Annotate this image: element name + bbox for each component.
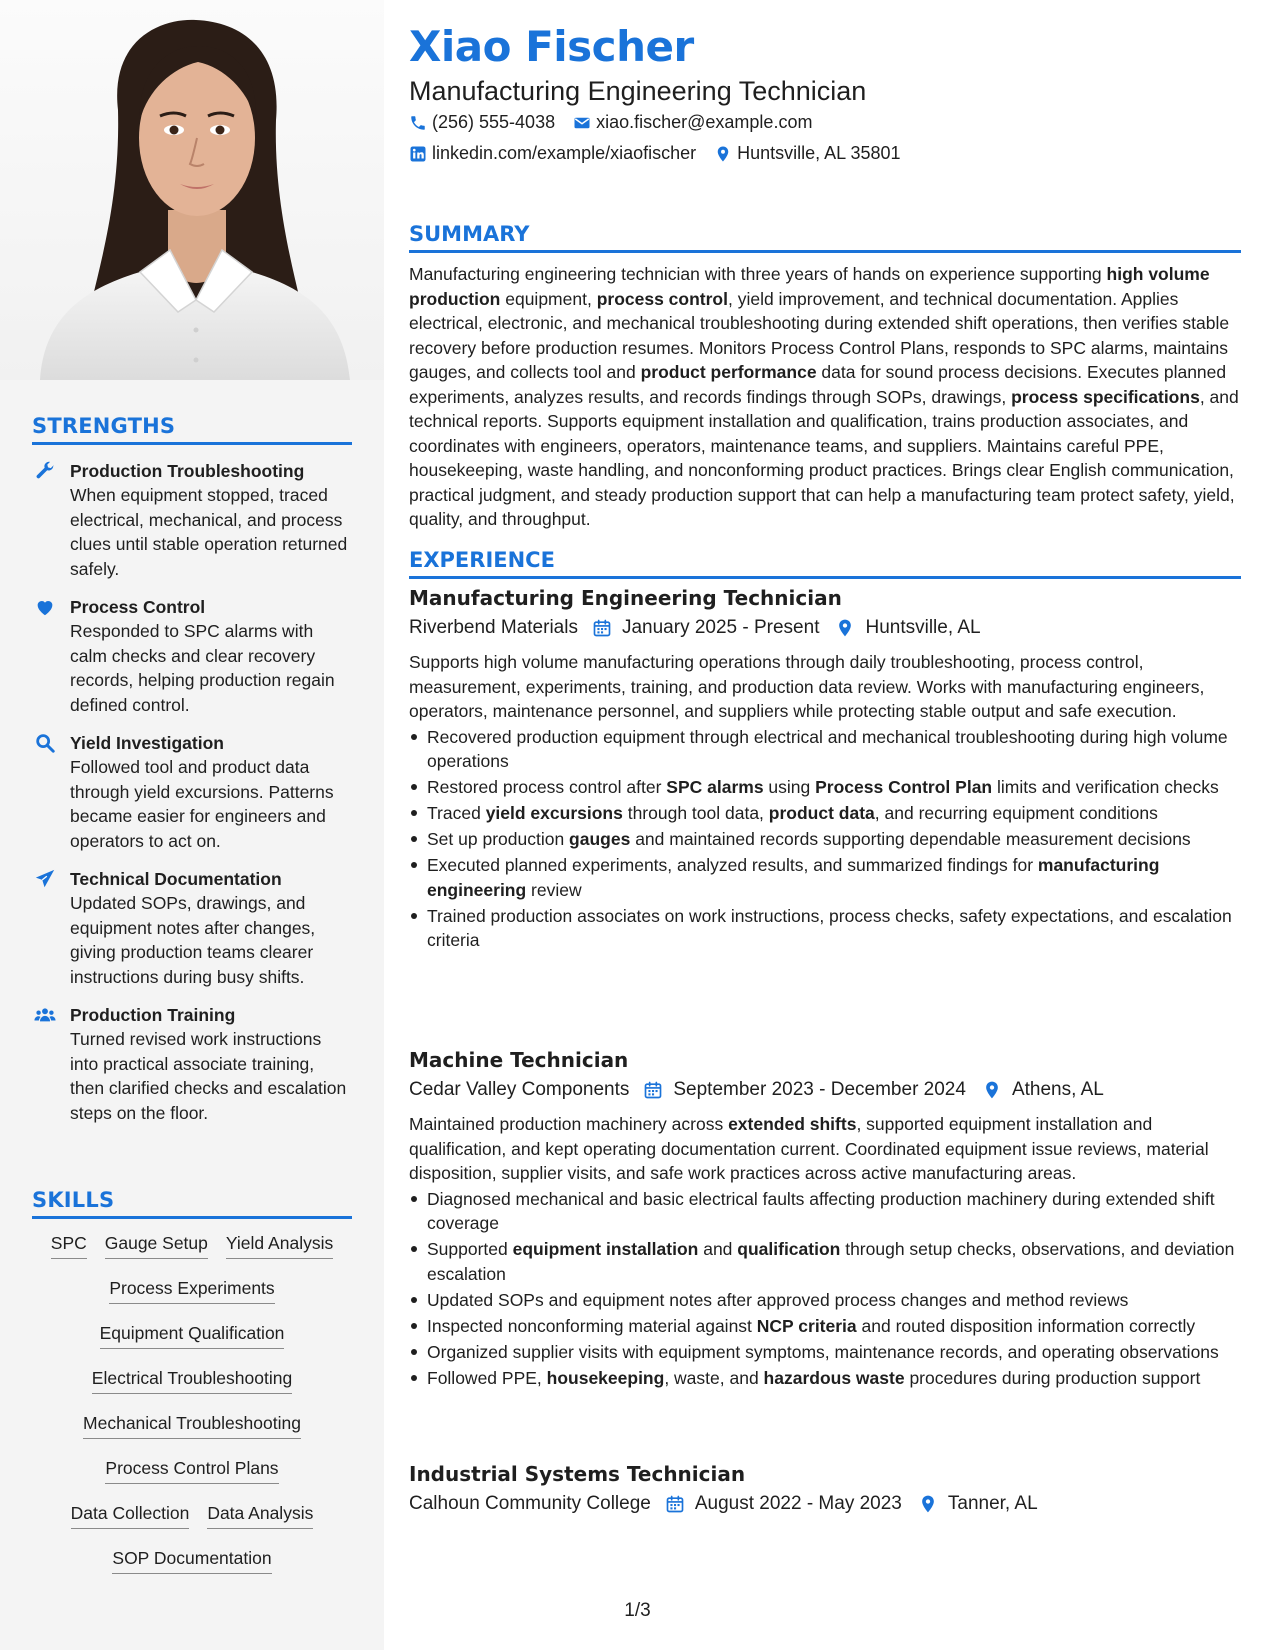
skill-row [32,1409,352,1444]
strength-description: When equipment stopped, traced electrical, mechanical, and process clues until stable operation returned safely. [70,485,348,579]
job-description: Maintained production machinery across extended shifts, supported equipment installation and qualification, and kept operating documentation current. Coordinated equipment issue reviews, material disposition, supplier visits, and safe work practices across active manufacturing areas. [409,1114,1209,1183]
job-company: Cedar Valley Components [409,1079,630,1100]
strength-item [32,1003,352,1125]
job-title: Machine Technician [409,1048,629,1072]
summary-text: Manufacturing engineering technician with three years of hands on experience supporting high volume production equipment, process control, yield improvement, and technical documentation. Applies electrical, electronic, and mechanical troubleshooting during extended shift operations, then verifies stable recovery before production resumes. Monitors Process Control Plans, responds to SPC alarms, maintains gauges, and collects tool and product performance data for sound process decisions. Executes planned experiments, analyzes results, and records findings through SOPs, drawings, process specifications, and technical reports. Supports equipment installation and qualification, trains production associates, and coordinates with engineers, operators, maintenance teams, and suppliers. Maintains careful PPE, housekeeping, waste handling, and nonconforming product practices. Brings clear English communication, practical judgment, and steady production support that can help a manufacturing team protect safety, yield, quality, and throughput. [409,264,1239,529]
search-icon [34,732,56,754]
job-meta [409,614,1241,642]
job-dates: January 2025 - Present [621,617,820,638]
email-contact[interactable] [573,112,812,133]
skill-row [32,1229,352,1264]
profile-photo [0,0,384,380]
job-location: Tanner, AL [947,1493,1038,1514]
bullet-item: Executed planned experiments, analyzed results, and summarized findings for manufacturing engineering review [409,853,1241,902]
job-description: Supports high volume manufacturing operations through daily troubleshooting, process control, measurement, experiments, training, and production data review. Works with manufacturing engineers, operators, maintenance personnel, and suppliers while protecting stable output and safe execution. [409,652,1205,721]
job-location: Athens, AL [1011,1079,1104,1100]
job-title: Industrial Systems Technician [409,1462,746,1486]
job-company: Calhoun Community College [409,1493,651,1514]
skill-tag: Process Experiments [109,1274,274,1304]
strength-title: Process Control [70,597,206,617]
bullet-item: Updated SOPs and equipment notes after approved process changes and method reviews [409,1288,1241,1313]
strengths-list [32,459,352,1125]
bullet-item: Recovered production equipment through electrical and mechanical troubleshooting during high volume operations [409,725,1241,774]
bold-text: process control [596,288,728,309]
bold-text: extended shifts [728,1114,857,1134]
bold-text: hazardous waste [763,1367,905,1388]
bold-text: process specifications [1011,386,1200,407]
bullet-item: Supported equipment installation and qualification through setup checks, observations, and deviation escalation [409,1237,1241,1286]
skill-tag: Data Collection [71,1499,190,1529]
strength-item [32,731,352,853]
skills-heading: SKILLS [32,1188,352,1219]
job-entry [409,1460,1241,1518]
bold-text: NCP criteria [756,1315,857,1336]
strength-description: Updated SOPs, drawings, and equipment notes after changes, giving production teams clearer instructions during busy shifts. [70,893,316,987]
skill-row [32,1274,352,1309]
skills-section [32,1188,352,1579]
bullet-item: Restored process control after SPC alarms using Process Control Plan limits and verification checks [409,775,1241,800]
map-pin-icon [835,618,855,638]
wrench-icon [34,460,56,482]
skill-tag: Process Control Plans [105,1454,278,1484]
linkedin-icon [409,145,427,163]
contact-row-1 [409,112,812,133]
skill-tag: Electrical Troubleshooting [92,1364,292,1394]
skills-list [32,1229,352,1579]
skill-row [32,1454,352,1489]
strength-title: Production Training [70,1005,236,1025]
job-entry [409,1046,1241,1392]
location-text: Huntsville, AL 35801 [737,143,901,163]
skill-tag: Data Analysis [207,1499,313,1529]
skill-tag: SOP Documentation [112,1544,271,1574]
skill-tag: SPC [51,1229,87,1259]
experience-heading: EXPERIENCE [409,548,1241,579]
candidate-name: Xiao Fischer [409,22,694,71]
job-dates: August 2022 - May 2023 [694,1493,902,1514]
bullet-item: Set up production gauges and maintained records supporting dependable measurement decisions [409,827,1241,852]
bold-text: high volume production [409,264,1210,309]
calendar-icon [665,1494,685,1514]
strength-item [32,595,352,717]
portrait-illustration [0,0,384,380]
bullet-item: Trained production associates on work instructions, process checks, safety expectations, and escalation criteria [409,904,1241,953]
strength-description: Responded to SPC alarms with calm checks and clear recovery records, helping production regain defined control. [70,621,335,715]
bold-text: Process Control Plan [815,777,993,797]
phone-text: (256) 555-4038 [432,112,556,132]
skill-row [32,1364,352,1399]
calendar-icon [592,618,612,638]
bold-text: gauges [569,829,631,849]
job-meta [409,1490,1241,1518]
bullet-item: Followed PPE, housekeeping, waste, and hazardous waste procedures during production support [409,1366,1241,1391]
paper-plane-icon [34,868,56,890]
job-bullets [409,725,1241,953]
map-pin-icon [982,1080,1002,1100]
bold-text: yield excursions [485,803,623,823]
strengths-heading: STRENGTHS [32,414,352,445]
page-number: 1/3 [624,1600,651,1621]
phone-icon [409,114,427,132]
skill-row [32,1319,352,1354]
email-text: xiao.fischer@example.com [596,112,813,132]
strength-title: Yield Investigation [70,733,224,753]
job-dates: September 2023 - December 2024 [673,1079,966,1100]
calendar-icon [643,1080,663,1100]
job-meta [409,1076,1241,1104]
bullet-item: Organized supplier visits with equipment symptoms, maintenance records, and operating observations [409,1340,1241,1365]
strength-title: Production Troubleshooting [70,461,305,481]
job-bullets [409,1187,1241,1391]
linkedin-contact[interactable] [409,143,696,164]
phone-contact[interactable] [409,112,555,133]
bold-text: qualification [737,1239,841,1259]
candidate-title: Manufacturing Engineering Technician [409,76,867,106]
skill-row [32,1544,352,1579]
location-contact [714,143,900,164]
bullet-item: Traced yield excursions through tool data, product data, and recurring equipment conditions [409,801,1241,826]
job-title: Manufacturing Engineering Technician [409,586,842,610]
bold-text: equipment installation [512,1239,699,1259]
summary-heading: SUMMARY [409,222,1241,253]
bold-text: product data [768,803,875,823]
skill-tag: Mechanical Troubleshooting [83,1409,301,1439]
skill-tag: Yield Analysis [226,1229,333,1259]
map-pin-icon [918,1494,938,1514]
strength-title: Technical Documentation [70,869,282,889]
envelope-icon [573,114,591,132]
users-icon [34,1004,56,1026]
bold-text: product performance [640,362,817,382]
skill-row [32,1499,352,1534]
strengths-section [32,414,352,1125]
bold-text: manufacturing engineering [427,855,1160,900]
strength-description: Followed tool and product data through yield excursions. Patterns became easier for engineers and operators to act on. [70,757,334,851]
bold-text: SPC alarms [666,777,764,797]
strength-item [32,459,352,581]
skill-tag: Gauge Setup [105,1229,208,1259]
skill-tag: Equipment Qualification [100,1319,285,1349]
heart-icon [34,596,56,618]
bullet-item: Inspected nonconforming material against NCP criteria and routed disposition information correctly [409,1314,1241,1339]
job-company: Riverbend Materials [409,617,578,638]
bold-text: housekeeping [546,1367,665,1388]
job-entry [409,584,1241,954]
sidebar [0,0,384,1650]
linkedin-text: linkedin.com/example/xiaofischer [432,143,697,163]
map-pin-icon [714,145,732,163]
strength-description: Turned revised work instructions into practical associate training, then clarified checks and escalation steps on the floor. [70,1029,347,1123]
strength-item [32,867,352,989]
job-location: Huntsville, AL [865,617,981,638]
bullet-item: Diagnosed mechanical and basic electrical faults affecting production machinery during extended shift coverage [409,1187,1241,1236]
contact-row-2 [409,143,901,164]
